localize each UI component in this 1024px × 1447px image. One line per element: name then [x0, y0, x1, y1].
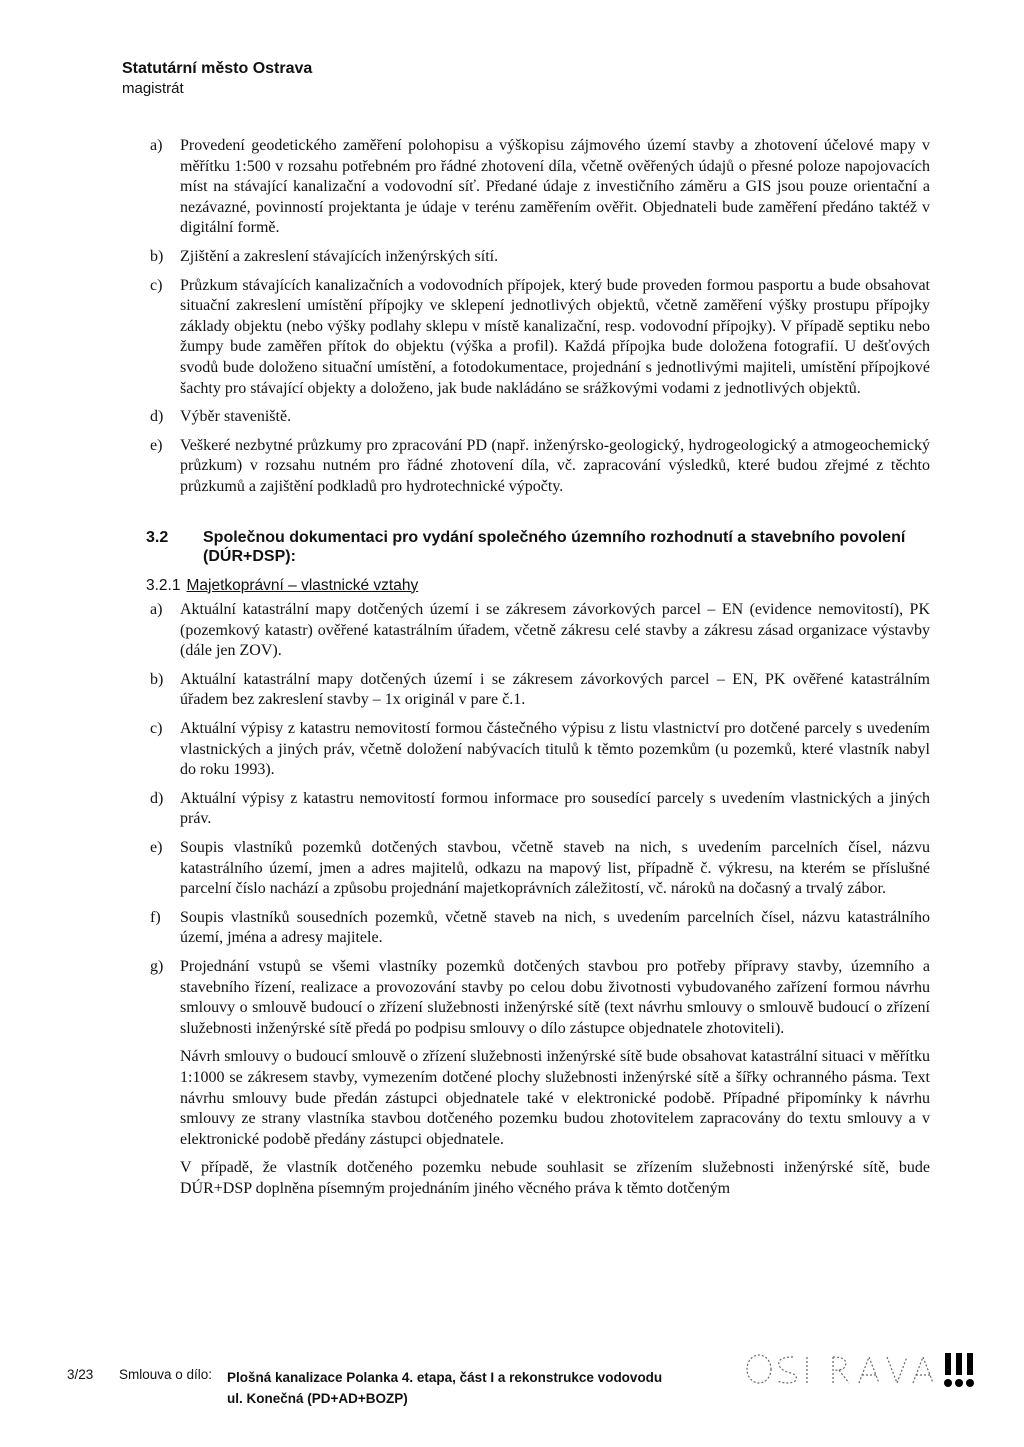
page-footer	[57, 1363, 987, 1413]
item-label: f)	[150, 908, 161, 926]
list-item	[150, 719, 930, 781]
list-item	[150, 838, 930, 900]
item-text: Aktuální katastrální mapy dotčených území i se zákresem závorkových parcel – EN (evidence nemovitostí), PK (pozemkový katastr) ověřené katastrálním úřadem, včetně zákresu celé stavby a zákresu zásad organizace výstavby (dále jen ZOV).	[180, 601, 930, 660]
item-text: Soupis vlastníků pozemků dotčených stavbou, včetně staveb na nich, s uvedením parcelních čísel, názvu katastrálního území, jmen a adres majitelů, odkazu na mapový list, případně č. výkresu, na kterém se příslušné parcelní číslo nachází a způsobu projednání majetkoprávních záležitostí, vč. nároků na dočasný a trvalý zábor.	[180, 839, 930, 898]
section-heading	[146, 528, 930, 566]
footer-title-line1: Plošná kanalizace Polanka 4. etapa, část I a rekonstrukce vodovodu	[227, 1370, 663, 1385]
item-label: a)	[150, 601, 163, 619]
list-item	[150, 600, 930, 662]
item-text: Veškeré nezbytné průzkumy pro zpracování PD (např. inženýrsko-geologický, hydrogeologický a atmogeochemický průzkum) v rozsahu nutném pro řádné zhotovení díla, vč. zapracování výsledků, které budou zřejmé z těchto průzkumů a zajištění podkladů pro hydrotechnické výpočty.	[180, 436, 930, 495]
item-text: Aktuální výpisy z katastru nemovitostí formou částečného výpisu z listu vlastnictví pro dotčené parcely s uvedením vlastnických a jiných práv, včetně doložení nabývacích titulů k těmto pozemkům (u pozemků, které vlastník nabyl do roku 1993).	[180, 720, 930, 779]
org-name: Statutární město Ostrava	[122, 60, 313, 77]
list-item	[150, 789, 930, 830]
footer-title-line2: ul. Konečná (PD+AD+BOZP)	[227, 1391, 408, 1406]
item-text: Aktuální výpisy z katastru nemovitostí formou informace pro sousedící parcely s uvedením vlastnických a jiných práv.	[180, 789, 930, 828]
item-label: a)	[150, 137, 163, 154]
item-text: Výběr staveniště.	[180, 408, 292, 426]
list-item	[150, 276, 930, 400]
paragraph: V případě, že vlastník dotčeného pozemku nebude souhlasit se zřízením služebnosti inženýrské sítě, bude DÚR+DSP doplněna písemným projednáním jiného věcného práva k těmto dotčeným	[180, 1159, 930, 1197]
list-item	[150, 957, 930, 1039]
list-item	[150, 436, 930, 498]
item-label: d)	[150, 789, 164, 807]
item-label: b)	[150, 247, 164, 265]
footer-label: Smlouva o dílo:	[119, 1367, 213, 1382]
item-label: d)	[150, 408, 164, 426]
subsection-title: Majetkoprávní – vlastnické vztahy	[186, 576, 419, 594]
item-text: Zjištění a zakreslení stávajících inženýrských sítí.	[180, 247, 499, 265]
paragraph: Návrh smlouvy o budoucí smlouvě o zřízení služebnosti inženýrské sítě bude obsahovat katastrální situaci v měřítku 1:1000 se zákresem stavby, vymezením dotčené plochy služebnosti inženýrské sítě a šířky ochranného pásma. Text návrhu smlouvy bude předán zástupci objednatele také v elektronické podobě. Případné připomínky k návrhu smlouvy ze strany vlastníka stavbou dotčeného pozemku budou zhotovitelem zapracovány do textu smlouvy a v elektronické podobě předány zástupci objednatele.	[180, 1048, 930, 1148]
document-body	[146, 136, 930, 1208]
item-label: g)	[150, 958, 164, 975]
item-text: Projednání vstupů se všemi vlastníky pozemků dotčených stavbou pro potřeby přípravy stavby, územního a stavebního řízení, realizace a provozování stavby po celou dobu životnosti vybudovaného zařízení formou návrhu smlouvy o smlouvě budoucí o zřízení služebnosti inženýrské sítě (text návrhu smlouvy o smlouvě budoucí o zřízení služebnosti inženýrské sítě předá po podpisu smlouvy o dílo zástupce objednatele zhotoviteli).	[180, 958, 930, 1037]
item-label: e)	[150, 436, 163, 454]
ownership-list	[150, 600, 930, 1039]
subsection-number: 3.2.1	[146, 576, 181, 594]
item-text: Soupis vlastníků sousedních pozemků, včetně staveb na nich, s uvedením parcelních čísel, názvu katastrálního území, jména a adresy majitele.	[180, 908, 930, 947]
page-number: 3/23	[67, 1367, 94, 1382]
section-title: Společnou dokumentaci pro vydání společného územního rozhodnutí a stavebního povolení (DÚR+DSP):	[203, 528, 906, 565]
list-item	[150, 908, 930, 949]
item-text: Průzkum stávajících kanalizačních a vodovodních přípojek, který bude proveden formou pasportu a bude obsahovat situační zakreslení umístění přípojky ve sklepení jednotlivých objektů, včetně zaměření výšky prostupu přípojky základy objektu (nebo výšky podlahy sklepu v místě kanalizační, resp. vodovodní přípojky). V případě septiku nebo žumpy bude zaměřen přítok do objektu (výška a profil). Každá přípojka bude doložena fotografií. U dešťových svodů bude doloženo situační umístění, a fotodokumentace, projednání s jednotlivými majiteli, umístění přípojkové šachty pro stávající objekty a doloženo, jak bude nakládáno se srážkovými vodami z jednotlivých objektů.	[180, 276, 930, 397]
item-label: e)	[150, 839, 163, 857]
list-item	[150, 136, 930, 239]
footer-title	[227, 1367, 662, 1409]
page-header	[122, 59, 312, 99]
item-text: Provedení geodetického zaměření polohopisu a výškopisu zájmového území stavby a zhotovení účelové mapy v měřítku 1:500 v rozsahu potřebném pro řádné zhotovení díla, včetně ověřených údajů o přesné poloze napojovacích míst na stávající kanalizační a vodovodní síť. Předané údaje z investičního záměru a GIS jsou pouze orientační a nezávazné, povinností projektanta je údaje v terénu zaměřením ověřit. Objednateli bude zaměření předáno taktéž v digitální formě.	[180, 137, 930, 237]
list-item	[150, 247, 930, 268]
list-item	[150, 670, 930, 711]
dept-name: magistrát	[122, 80, 184, 97]
ostrava-logo	[741, 1343, 991, 1391]
item-label: c)	[150, 276, 163, 294]
item-label: c)	[150, 720, 163, 738]
item-label: b)	[150, 670, 164, 688]
section-number: 3.2	[146, 528, 169, 546]
item-text: Aktuální katastrální mapy dotčených území i se zákresem závorkových parcel – EN, PK ověřené katastrálním úřadem bez zakreslení stavby – 1x originál v pare č.1.	[180, 670, 930, 709]
survey-list	[150, 136, 930, 498]
subsection-heading	[146, 576, 930, 597]
list-item	[150, 407, 930, 428]
